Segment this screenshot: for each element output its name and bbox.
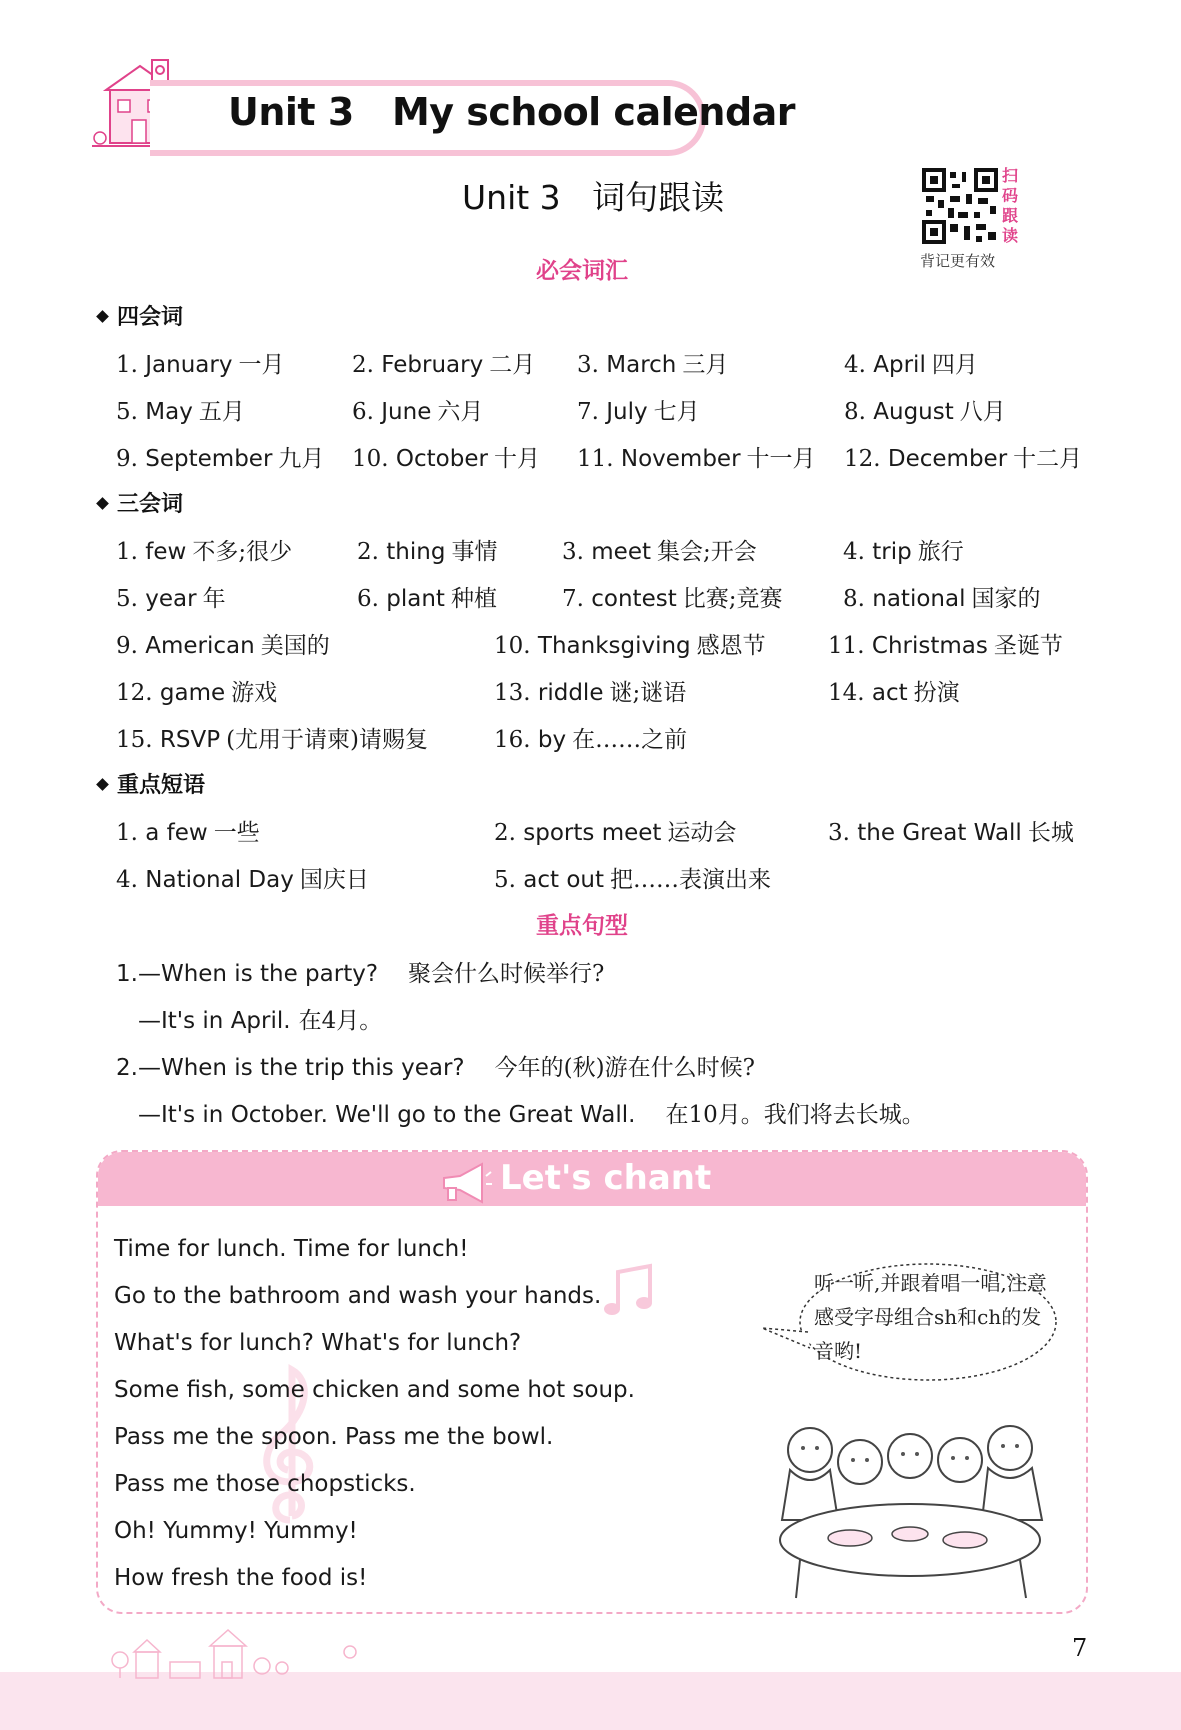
chant-line: What's for lunch? What's for lunch?	[114, 1330, 522, 1356]
chant-title: Let's chant	[500, 1158, 712, 1198]
vocab-section-title: 必会词汇	[536, 258, 628, 284]
speech-bubble-text: 听一听,并跟着唱一唱,注意感受字母组合sh和ch的发音哟!	[814, 1271, 1047, 1363]
phrase-item: 5. act out 把……表演出来	[494, 867, 772, 893]
vocab-item: 13. riddle 谜;谜语	[494, 680, 687, 706]
vocab-item: 5. year 年	[116, 586, 226, 612]
diamond-bullet-icon	[96, 497, 109, 510]
vocab-item: 16. by 在……之前	[494, 727, 688, 753]
vocab-item: 7. contest 比赛;竞赛	[562, 586, 783, 612]
vocab-item: 12. December 十二月	[844, 446, 1083, 472]
diamond-bullet-icon	[96, 778, 109, 791]
music-note-icon	[600, 1262, 660, 1322]
chant-line: Some fish, some chicken and some hot soup.	[114, 1377, 635, 1403]
phrase-item: 4. National Day 国庆日	[116, 867, 369, 893]
page-number: 7	[1072, 1634, 1088, 1662]
vocab-item: 10. October 十月	[352, 446, 540, 472]
chant-line: Time for lunch. Time for lunch!	[114, 1236, 469, 1262]
vocab-item: 5. May 五月	[116, 399, 245, 425]
sentence-question: 1.—When is the party? 聚会什么时候举行?	[116, 961, 605, 987]
megaphone-icon	[440, 1162, 492, 1204]
vocab-item: 8. August 八月	[844, 399, 1006, 425]
sentence-answer: —It's in April. 在4月。	[138, 1008, 383, 1034]
chant-line: Go to the bathroom and wash your hands.	[114, 1283, 602, 1309]
four-skill-title: 四会词	[98, 300, 183, 331]
vocab-item: 3. meet 集会;开会	[562, 539, 757, 565]
vocab-item: 10. Thanksgiving 感恩节	[494, 633, 766, 659]
vocab-item: 11. Christmas 圣诞节	[828, 633, 1063, 659]
vocab-item: 12. game 游戏	[116, 680, 278, 706]
phrases-title: 重点短语	[98, 768, 205, 799]
chant-line: How fresh the food is!	[114, 1565, 368, 1591]
page-title: Unit 3 词句跟读	[462, 178, 725, 217]
unit-title: Unit 3 My school calendar	[228, 90, 796, 134]
sentences-section-title: 重点句型	[536, 913, 628, 939]
vocab-item: 6. June 六月	[352, 399, 484, 425]
chant-line: Pass me the spoon. Pass me the bowl.	[114, 1424, 554, 1450]
vocab-item: 7. July 七月	[577, 399, 700, 425]
vocab-item: 6. plant 种植	[357, 586, 497, 612]
vocab-item: 2. thing 事情	[357, 539, 498, 565]
vocab-item: 1. few 不多;很少	[116, 539, 293, 565]
vocab-item: 2. February 二月	[352, 352, 536, 378]
vocab-item: 3. March 三月	[577, 352, 729, 378]
vocab-item: 8. national 国家的	[843, 586, 1041, 612]
vocab-item: 15. RSVP (尤用于请柬)请赐复	[116, 727, 429, 753]
sentence-answer: —It's in October. We'll go to the Great Wall. 在10月。我们将去长城。	[138, 1102, 925, 1128]
phrase-item: 3. the Great Wall 长城	[828, 820, 1074, 846]
chant-line: Pass me those chopsticks.	[114, 1471, 416, 1497]
vocab-item: 11. November 十一月	[577, 446, 816, 472]
qr-caption: 背记更有效	[920, 252, 996, 270]
qr-side-label: 扫码跟读	[1002, 166, 1019, 245]
sentence-question: 2.—When is the trip this year? 今年的(秋)游在什么时候?	[116, 1055, 755, 1081]
vocab-item: 9. September 九月	[116, 446, 325, 472]
children-eating-illustration	[760, 1410, 1060, 1600]
town-decoration-icon	[110, 1622, 370, 1682]
vocab-item: 9. American 美国的	[116, 633, 330, 659]
vocab-item: 14. act 扮演	[828, 680, 960, 706]
phrase-item: 2. sports meet 运动会	[494, 820, 737, 846]
diamond-bullet-icon	[96, 310, 109, 323]
chant-line: Oh! Yummy! Yummy!	[114, 1518, 358, 1544]
qr-code-icon[interactable]	[922, 168, 998, 244]
vocab-item: 1. January 一月	[116, 352, 285, 378]
phrase-item: 1. a few 一些	[116, 820, 260, 846]
vocab-item: 4. trip 旅行	[843, 539, 964, 565]
three-skill-title: 三会词	[98, 487, 183, 518]
vocab-item: 4. April 四月	[844, 352, 978, 378]
